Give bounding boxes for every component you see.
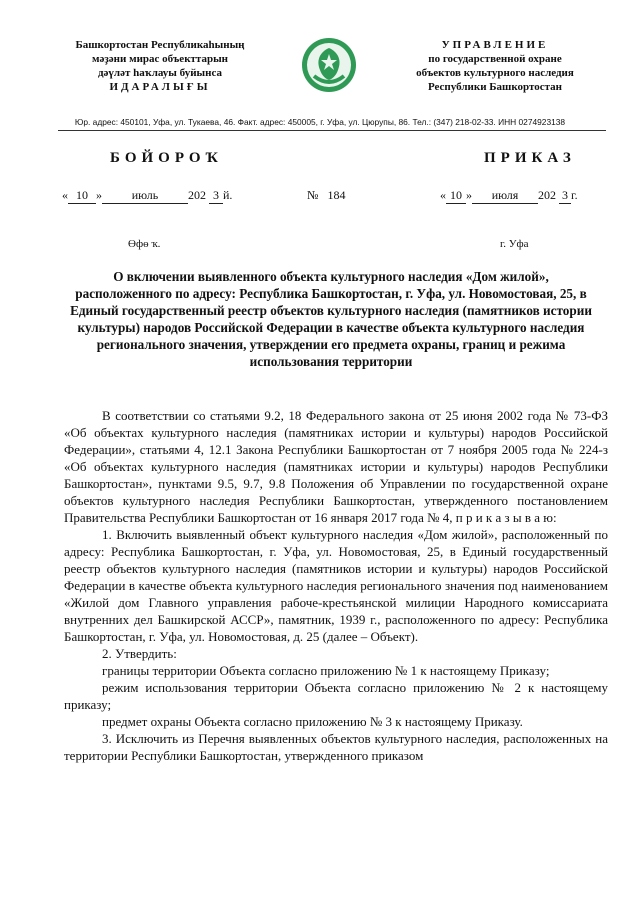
header-left-line: дәүләт һаҡлауы буйынса [97, 67, 223, 79]
day-right: 10 [446, 188, 466, 204]
header-left-line: Башкортостан Республикаһының [75, 39, 245, 51]
place-left: Өфө ҡ. [128, 238, 161, 250]
header-address: Юр. адрес: 450101, Уфа, ул. Тукаева, 46. Факт. адрес: 450005, г. Уфа, ул. Цюрупы, 86. Тел.: (347) 218-02-33. ИНН 0274923138 [74, 117, 566, 127]
header-divider [58, 130, 606, 131]
year-suffix-left: й. [223, 188, 233, 202]
place-right: г. Уфа [500, 238, 529, 250]
year-digit-right: 3 [559, 188, 571, 204]
day-left: 10 [68, 188, 96, 204]
paragraph-item-3: 3. Исключить из Перечня выявленных объектов культурного наследия, расположенных на территории Республики Башкортостан, утвержденного приказом [64, 731, 608, 763]
year-digit-left: 3 [209, 188, 223, 204]
date-left [62, 188, 232, 204]
quote-close: » [96, 188, 102, 202]
paragraph-preamble: В соответствии со статьями 9.2, 18 Федерального закона от 25 июня 2002 года № 73-ФЗ «Об объектах культурного наследия (памятниках истории и культуры) народов Российской Федерации», статьями 4, 12.1 Закона Республики Башкортостан от 7 ноября 2005 года № 224-з «Об объектах культурного наследия (памятниках истории и культуры) народов Республики Башкортостан», пунктами 9.5, 9.7, 9.8 Положения об Управлении по государственной охране объектов культурного наследия Республики Башкортостан, утвержденного постановлением Правительства Республики Башкортостан от 16 января 2017 года № 4, п р и к а з ы в а ю: [64, 408, 608, 525]
paragraph-item-2: 2. Утвердить: [102, 646, 177, 661]
quote-open: « [62, 188, 68, 202]
document-body [64, 407, 608, 764]
bashkortostan-emblem-icon [300, 30, 358, 100]
paragraph-item-1: 1. Включить выявленный объект культурного наследия «Дом жилой», расположенный по адресу: Республика Башкортостан, г. Уфа, ул. Новомостовая, 25, в Единый государственный реестр объектов культурного наследия (памятников истории и культуры) народов Российской Федерации в качестве объекта культурного наследия регионального значения под наименованием «Жилой дом Главного управления рабоче-крестьянской милиции Народного комиссариата внутренних дел Башкирской АССР», памятник, 1939 г., расположенного по адресу: Республика Башкортостан, г. Уфа, ул. Новомостовая, д. 25 (далее – Объект). [64, 527, 608, 644]
header-right-line: объектов культурного наследия [416, 67, 574, 79]
month-left: июль [102, 188, 188, 204]
number-value: 184 [327, 188, 346, 202]
header-right-line: Республики Башкортостан [427, 81, 563, 93]
header-right-line: по государственной охране [428, 53, 562, 65]
paragraph-subitem: режим использования территории Объекта согласно приложению № 2 к настоящему приказу; [64, 680, 608, 712]
header-right-org: УПРАВЛЕНИЕ [441, 39, 549, 51]
date-right [440, 188, 578, 204]
document-title: О включении выявленного объекта культурного наследия «Дом жилой», расположенного по адресу: Республика Башкортостан, г. Уфа, ул. Новомостовая, 25, в Единый государственный реестр объектов культурного наследия (памятников истории культуры) народов Российской Федерации в качестве объекта культурного наследия регионального значения, утверждении его предмета охраны, границ и режима использования территории [70, 269, 592, 369]
header-left-org: ИДАРАЛЫҒЫ [109, 81, 211, 93]
doc-number [307, 188, 345, 203]
year-prefix-left: 202 [188, 188, 206, 202]
number-label: № [307, 188, 319, 202]
header-left-line: мәҙәни мирас объекттарын [91, 53, 229, 65]
month-right: июля [472, 188, 538, 204]
header-right-block [395, 38, 595, 94]
doc-type-right: ПРИКАЗ [484, 150, 576, 166]
quote-close: » [466, 188, 472, 202]
header-left-block [60, 38, 260, 94]
year-suffix-right: г. [571, 188, 578, 202]
paragraph-subitem: предмет охраны Объекта согласно приложению № 3 к настоящему Приказу. [102, 714, 523, 729]
year-prefix-right: 202 [538, 188, 556, 202]
doc-type-left: БОЙОРОҠ [110, 150, 223, 166]
paragraph-subitem: границы территории Объекта согласно приложению № 1 к настоящему Приказу; [102, 663, 550, 678]
quote-open: « [440, 188, 446, 202]
